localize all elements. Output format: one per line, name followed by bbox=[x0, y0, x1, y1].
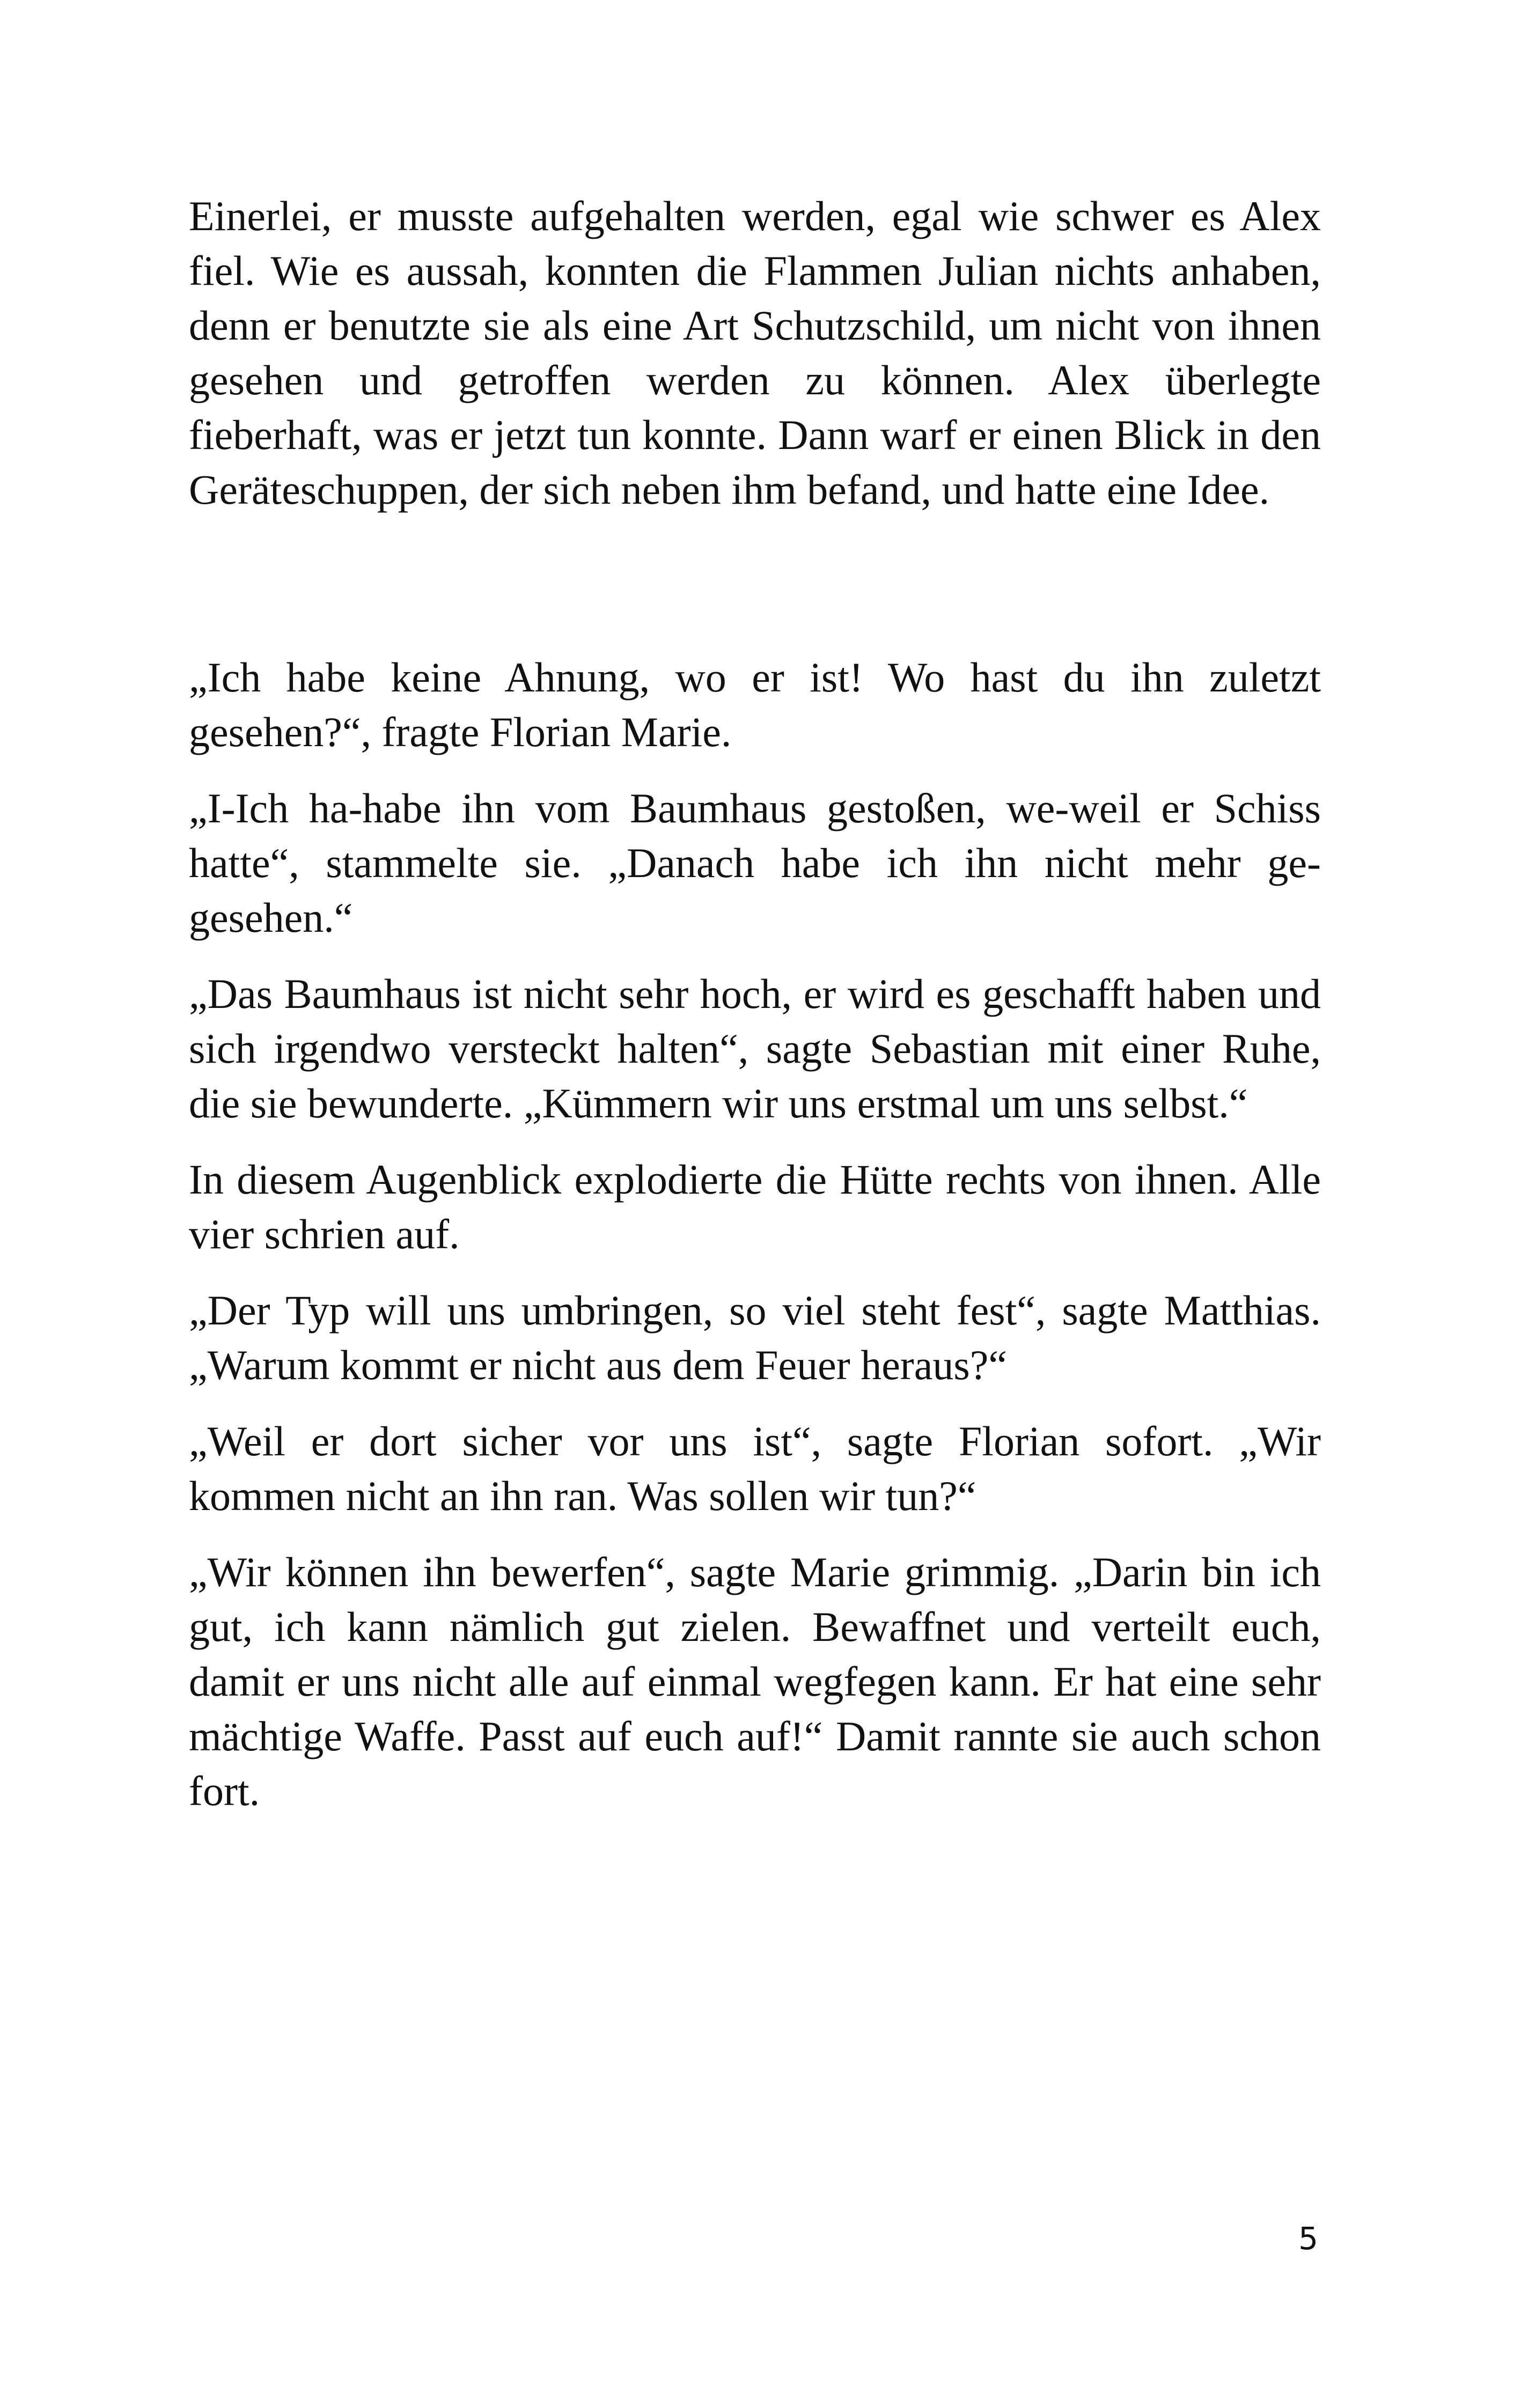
paragraph-6: „Der Typ will uns umbringen, so viel steht fest“, sagte Matthias. „Warum kommt er nicht aus dem Feuer heraus?“ bbox=[189, 1287, 1321, 1388]
paragraph-5: In diesem Augenblick explodierte die Hütte rechts von ihnen. Alle vier schrien auf. bbox=[189, 1156, 1321, 1257]
paragraph-1: Einerlei, er musste aufgehalten werden, egal wie schwer es Alex fiel. Wie es aussah, konnten die Flammen Julian nichts anhaben, denn er benutzte sie als eine Art Schutzschild, um nicht von ihnen gesehen und getroffen werden zu können. Alex überlegte fieberhaft, was er jetzt tun konnte. Dann warf er einen Blick in den Geräteschuppen, der sich neben ihm befand, und hatte eine Idee. bbox=[189, 193, 1321, 513]
paragraph-2: „Ich habe keine Ahnung, wo er ist! Wo hast du ihn zuletzt gesehen?“, fragte Florian Marie. bbox=[189, 654, 1321, 755]
page-number: 5 bbox=[1298, 2220, 1318, 2257]
body-text bbox=[189, 189, 1321, 1840]
paragraph-7: „Weil er dort sicher vor uns ist“, sagte Florian sofort. „Wir kommen nicht an ihn ran. Was sollen wir tun?“ bbox=[189, 1418, 1321, 1519]
paragraph-4: „Das Baumhaus ist nicht sehr hoch, er wird es geschafft haben und sich irgendwo versteckt halten“, sagte Sebastian mit einer Ruhe, die sie bewunderte. „Kümmern wir uns erstmal um uns selbst.“ bbox=[189, 970, 1321, 1126]
scene-break bbox=[189, 517, 1321, 650]
paragraph-3: „I-Ich ha-habe ihn vom Baumhaus gestoßen, we-weil er Schiss hatte“, stammelte sie. „Danach habe ich ihn nicht mehr gegesehen.“ bbox=[189, 785, 1321, 941]
paragraph-8: „Wir können ihn bewerfen“, sagte Marie grimmig. „Darin bin ich gut, ich kann nämlich gut zielen. Bewaffnet und verteilt euch, damit er uns nicht alle auf einmal wegfegen kann. Er hat eine sehr mächtige Waffe. Passt auf euch auf!“ Damit rannte sie auch schon fort. bbox=[189, 1549, 1321, 1814]
